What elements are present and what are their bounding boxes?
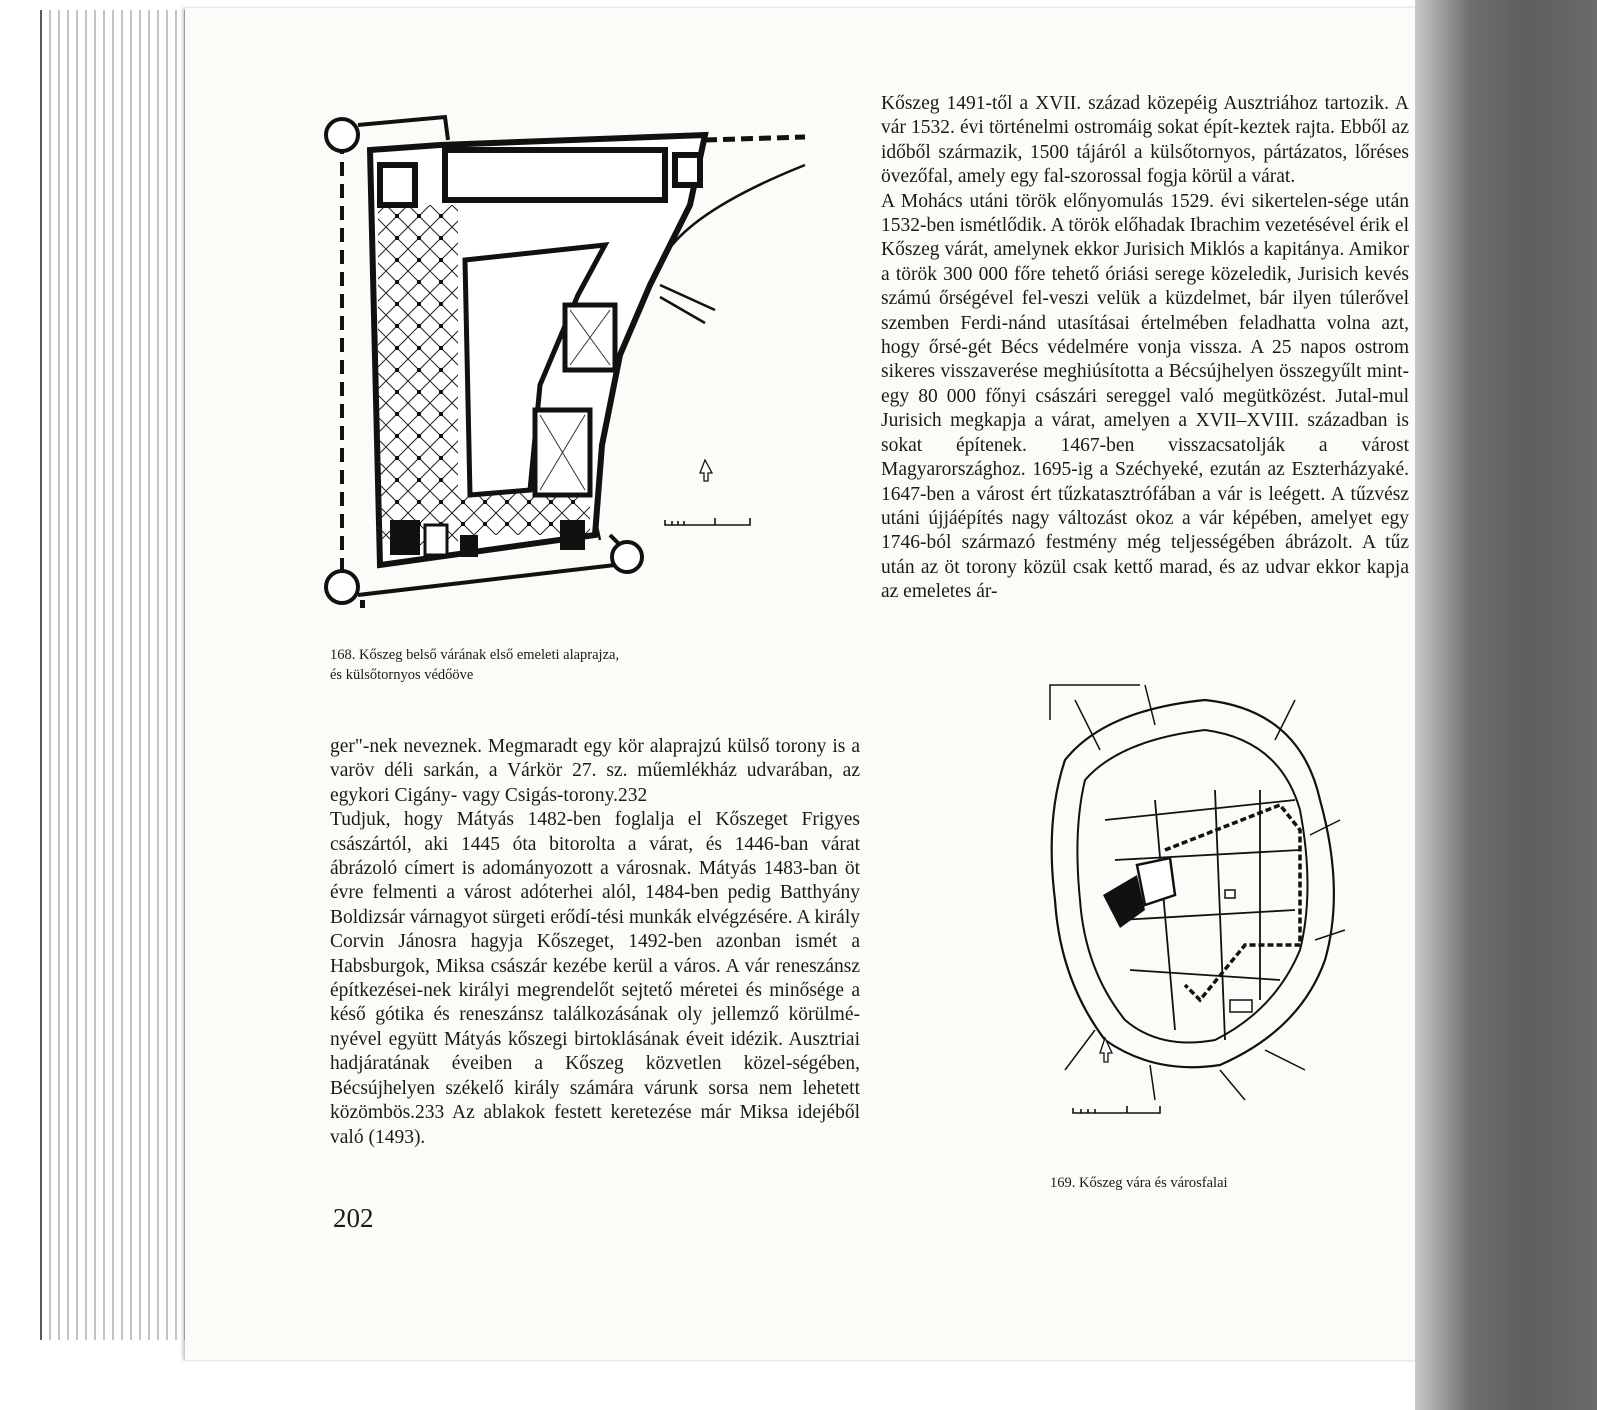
figure-168-caption: 168. Kőszeg belső várának első emeleti alaprajza, és külsőtornyos védőöve bbox=[330, 647, 620, 683]
page-number: 202 bbox=[333, 1203, 374, 1233]
right-column-text: Kőszeg 1491-től a XVII. század közepéig Ausztriához tartozik. A vár 1532. évi történelmi ostromáig sokat épít-keztek rajta. Ebből az időből származik, 1500 tájáról a külsőtornyos, pártázatos, lőréses övezőfal, amely egy fal-szorossal fogja körül a várat. A Mohács utáni török előnyomulás 1529. évi sikertelen-sége után 1532-ben ismétlődik. A török előhadak Ibrachim vezetésével érik el Kőszeg várát, amelynek ekkor Jurisich Miklós a kapitánya. Amikor a török 300 000 főre tehető óriási serege közeledik, Jurisich kevés számú őrségével fel-veszi velük a küzdelmet, bár ilyen túlerővel szemben Ferdi-nánd utasításai értelmében feladhatta volna azt, hogy őrsé-gét Bécs védelmére vonja vissza. A 25 napos ostrom sikeres visszaverése meghiúsította a Bécsújhelyen összegyűlt mint-egy 80 000 főnyi császári sereggel való megütközést. Jutal-mul Jurisich megkapja a várat, amelyen a XVII–XVIII. században is sokat építenek. 1467-ben visszacsatolják a várost Magyarországhoz. 1695-ig a Széchyeké, ezután az Eszterházyaké. 1647-ben a várost ért tűzkatasztrófában a vár is leégett. A tűzvész utáni újjáépítés nagy változást okoz a vár képében, amelyet egy 1746-ból származó festmény még teljességében ábrázolt. A tűz után az öt torony közül csak kettő marad, és az udvar ekkor kapja az emeletes ár- bbox=[881, 93, 1409, 603]
binding-shadow bbox=[1415, 0, 1597, 1410]
figure-169-caption: 169. Kőszeg vára és városfalai bbox=[1050, 1175, 1228, 1191]
arrow-up-icon bbox=[1100, 1038, 1112, 1062]
arrow-up-icon bbox=[700, 460, 712, 481]
left-column-text: ger"-nek neveznek. Megmaradt egy kör alaprajzú külső torony is a varöv déli sarkán, a Várkör 27. sz. műemlékház udvarában, az egykori Cigány- vagy Csigás-torony.232 Tudjuk, hogy Mátyás 1482-ben foglalja el Kőszeget Frigyes császártól, aki 1445 óta bitorolta a várat, és 1446-ban várat ábrázoló címert is adományozott a városnak. Mátyás 1483-ban öt évre felmenti a várost adóterhei alól, 1484-ben pedig Batthyány Boldizsár várnagyot sürgeti erődí-tési munkák elvégzésére. A király Corvin Jánosra hagyja Kőszeget, 1492-ben azonban ismét a Habsburgok, Miksa császár kezébe kerül a város. A vár reneszánsz építkezései-nek királyi megrendelőt sejtető méretei és minősége a késő gótika és reneszánsz találkozásának oly jellemző körülmé-nyével együtt Mátyás kőszegi birtoklásának éveit idézik. Ausztriai hadjáratának éveiben a Kőszeg közvetlen közel-ségében, Bécsújhelyen székelő király számára várunk sorsa nem lehetett közömbös.233 Az ablakok festett keretezése már Miksa idejéből való (1493). bbox=[330, 736, 860, 1148]
castle-floor-plan-figure bbox=[320, 95, 810, 635]
book-page-edges bbox=[40, 10, 192, 1340]
town-plan-figure bbox=[1045, 680, 1365, 1150]
